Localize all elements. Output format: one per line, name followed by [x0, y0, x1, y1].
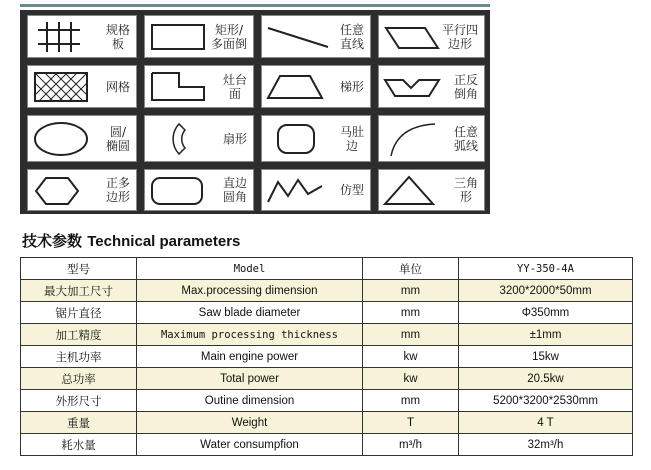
shape-tile-parallelogram[interactable]	[378, 15, 485, 58]
table-cell: m³/h	[363, 434, 459, 456]
shape-label: 正多 边形	[105, 176, 130, 204]
table-cell: 重量	[21, 412, 137, 434]
header-cell: YY-350-4A	[459, 258, 633, 280]
shape-label: 灶台 面	[222, 72, 247, 101]
table-cell: 总功率	[21, 368, 137, 390]
header-cell: Model	[137, 258, 363, 280]
table-header-row	[21, 258, 633, 280]
parameters-table	[20, 257, 633, 456]
shape-label: 马肚 边	[339, 124, 364, 153]
table-cell: Weight	[137, 412, 363, 434]
shape-label: 矩形/ 多面倒	[210, 22, 247, 51]
shape-tile-stove[interactable]	[144, 65, 254, 108]
table-row	[21, 346, 633, 368]
shape-tile-arc[interactable]	[378, 115, 485, 162]
table-cell: 3200*2000*50mm	[459, 280, 633, 302]
table-cell: 20.5kw	[459, 368, 633, 390]
mesh-icon	[32, 70, 92, 104]
top-rule	[20, 4, 490, 7]
shape-label: 扇形	[222, 131, 247, 146]
table-cell: mm	[363, 280, 459, 302]
section-title-zh: 技术参数	[22, 232, 83, 250]
zigzag-icon	[266, 174, 328, 208]
rectangle-icon	[149, 20, 209, 54]
table-row	[21, 434, 633, 456]
table-cell: 4 T	[459, 412, 633, 434]
table-cell: kw	[363, 368, 459, 390]
table-cell: Outine dimension	[137, 390, 363, 412]
shape-label: 梯形	[339, 79, 364, 94]
table-cell: 外形尺寸	[21, 390, 137, 412]
table-cell: Water consumpfion	[137, 434, 363, 456]
table-row	[21, 390, 633, 412]
table-row	[21, 280, 633, 302]
shape-label: 任意 直线	[339, 22, 364, 51]
shape-tile-trapezoid[interactable]	[261, 65, 371, 108]
diagonal-line-icon	[266, 20, 332, 54]
sector-icon	[149, 120, 209, 158]
ellipse-icon	[32, 120, 92, 158]
shape-tile-rectangle[interactable]	[144, 15, 254, 58]
table-cell: Main engine power	[137, 346, 363, 368]
shape-label: 规格 板	[105, 22, 130, 51]
shape-tile-mesh[interactable]	[27, 65, 137, 108]
table-cell: Φ350mm	[459, 302, 633, 324]
table-cell: kw	[363, 346, 459, 368]
stove-shape-icon	[149, 70, 209, 104]
parallelogram-icon	[383, 20, 443, 54]
table-cell: 锯片直径	[21, 302, 137, 324]
table-cell: 5200*3200*2530mm	[459, 390, 633, 412]
table-cell: Saw blade diameter	[137, 302, 363, 324]
shape-tile-hexagon[interactable]	[27, 169, 137, 211]
table-cell: mm	[363, 324, 459, 346]
arc-icon	[383, 120, 443, 158]
triangle-icon	[383, 174, 443, 208]
table-cell: 最大加工尺寸	[21, 280, 137, 302]
shape-label: 任意 弧线	[453, 124, 478, 153]
shape-tile-profile[interactable]	[261, 169, 371, 211]
table-cell: mm	[363, 302, 459, 324]
shape-label: 网格	[105, 79, 130, 94]
table-cell: 耗水量	[21, 434, 137, 456]
shape-tile-rounded-rect[interactable]	[144, 169, 254, 211]
table-row	[21, 324, 633, 346]
shape-label: 正反 倒角	[453, 72, 478, 101]
table-cell: 主机功率	[21, 346, 137, 368]
trapezoid-icon	[266, 70, 328, 104]
table-cell: Max.processing dimension	[137, 280, 363, 302]
shape-label: 直边 圆角	[222, 176, 247, 204]
shape-tile-sector[interactable]	[144, 115, 254, 162]
table-cell: 32m³/h	[459, 434, 633, 456]
grid-icon	[32, 20, 84, 54]
table-row	[21, 302, 633, 324]
shape-tile-rounded-belly[interactable]	[261, 115, 371, 162]
shape-tile-ellipse[interactable]	[27, 115, 137, 162]
table-cell: ±1mm	[459, 324, 633, 346]
shape-tile-reverse-chamfer[interactable]	[378, 65, 485, 108]
header-cell: 单位	[363, 258, 459, 280]
shape-panel	[20, 10, 490, 214]
shape-tile-triangle[interactable]	[378, 169, 485, 211]
reverse-chamfer-icon	[383, 70, 445, 104]
section-title-en: Technical parameters	[87, 233, 241, 250]
table-cell: Maximum processing thickness	[137, 324, 363, 346]
table-row	[21, 412, 633, 434]
table-cell: 15kw	[459, 346, 633, 368]
table-cell: mm	[363, 390, 459, 412]
shape-label: 仿型	[339, 183, 364, 197]
shape-tile-line[interactable]	[261, 15, 371, 58]
section-title	[22, 230, 240, 251]
table-row	[21, 368, 633, 390]
header-cell: 型号	[21, 258, 137, 280]
rounded-rect-icon	[149, 174, 209, 208]
shape-label: 圆/ 椭圆	[105, 124, 130, 153]
shape-label: 平行四 边形	[441, 22, 478, 51]
hexagon-icon	[32, 174, 92, 208]
table-cell: 加工精度	[21, 324, 137, 346]
shape-label: 三角 形	[453, 176, 478, 204]
shape-tile-spec-board[interactable]	[27, 15, 137, 58]
table-cell: T	[363, 412, 459, 434]
rounded-belly-icon	[266, 120, 326, 158]
table-cell: Total power	[137, 368, 363, 390]
